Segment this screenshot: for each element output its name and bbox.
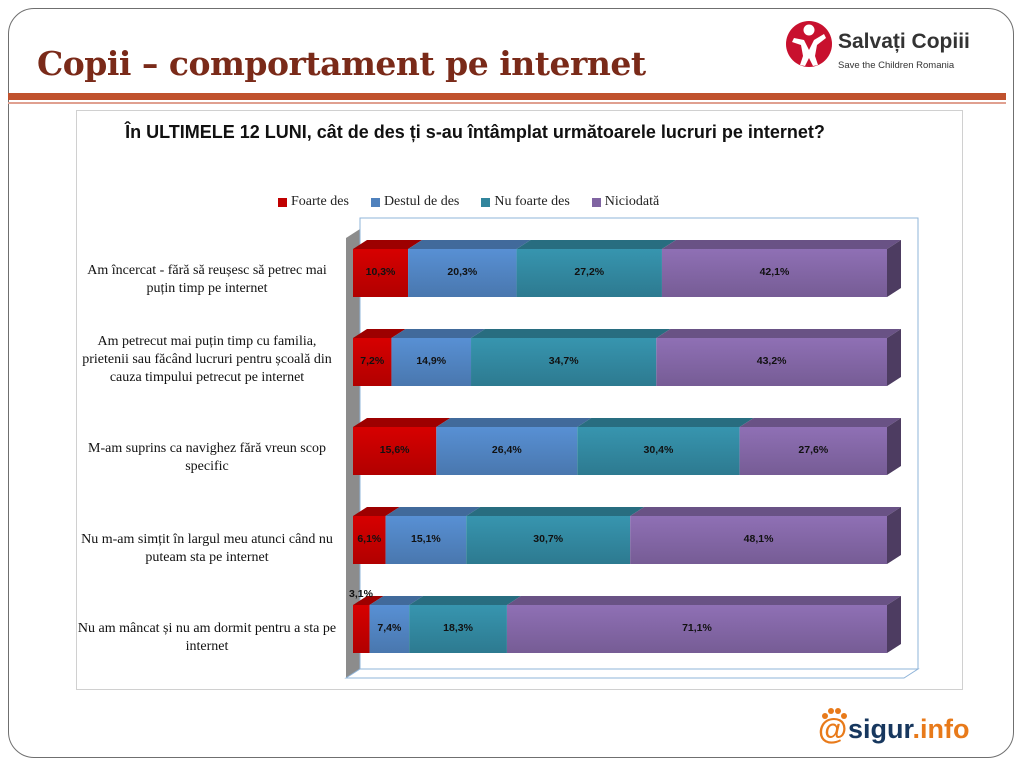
sigur-text-suffix: .info — [912, 714, 970, 744]
data-label: 48,1% — [743, 533, 774, 545]
bar-side — [887, 507, 901, 564]
bar-segment-top — [740, 418, 901, 427]
data-label: 15,6% — [379, 444, 410, 456]
data-label: 30,7% — [533, 533, 564, 545]
data-label: 27,2% — [574, 266, 605, 278]
category-label: Nu am mâncat și nu am dormit pentru a sta pe internet — [77, 621, 337, 654]
data-label: 20,3% — [447, 266, 478, 278]
sigur-info-text — [848, 714, 970, 745]
legend-label: Foarte des — [291, 194, 349, 209]
data-label: 7,2% — [360, 355, 385, 367]
bar-segment-top — [662, 240, 901, 249]
bar-segment-top — [466, 507, 644, 516]
data-label: 18,3% — [443, 622, 473, 634]
bar-segment-top — [409, 596, 521, 605]
plot-floor — [346, 669, 918, 678]
bar-segment-top — [507, 596, 901, 605]
bar-segment-top — [577, 418, 753, 427]
at-symbol: @ — [818, 713, 848, 746]
data-label: 30,4% — [643, 444, 674, 456]
legend-label: Nu foarte des — [494, 194, 570, 209]
bar-side — [887, 418, 901, 475]
bar-segment-top — [656, 329, 901, 338]
data-label: 27,6% — [798, 444, 829, 456]
data-label: 10,3% — [365, 266, 396, 278]
category-label: Nu m-am simțit în largul meu atunci când nu puteam sta pe internet — [81, 532, 333, 565]
data-label: 71,1% — [682, 622, 712, 634]
bar-segment-top — [630, 507, 901, 516]
legend-label: Niciodată — [604, 194, 660, 209]
bar-side — [887, 240, 901, 297]
data-label: 7,4% — [377, 622, 402, 634]
legend-label: Destul de des — [383, 194, 460, 209]
category-label: Am încercat - fără să reușesc să petrec mai puțin timp pe internet — [87, 263, 327, 296]
bar-segment-top — [517, 240, 676, 249]
bar-segment-top — [436, 418, 591, 427]
bar-segment-top — [386, 507, 481, 516]
bar-side — [887, 596, 901, 653]
bar-segment — [353, 605, 370, 653]
bar-segment-top — [471, 329, 670, 338]
sigur-text-main: sigur — [848, 714, 913, 744]
data-label: 34,7% — [548, 355, 579, 367]
slide-title: Copii – comportament pe internet — [37, 44, 646, 83]
salvati-copiii-name: Salvați Copiii — [838, 30, 970, 53]
category-label: Am petrecut mai puțin timp cu familia, prietenii sau făcând lucruri pentru școală din cauza timpului petrecut pe internet — [82, 334, 332, 385]
data-label: 43,2% — [756, 355, 787, 367]
bar-side — [887, 329, 901, 386]
chart-title: În ULTIMELE 12 LUNI, cât de des ți s-au întâmplat următoarele lucruri pe internet? — [125, 122, 825, 142]
category-label: M-am suprins ca navighez fără vreun scop specific — [88, 441, 326, 474]
sigur-info-logo — [818, 706, 998, 758]
data-label: 42,1% — [759, 266, 790, 278]
bar-segment-top — [391, 329, 485, 338]
data-label: 14,9% — [416, 355, 447, 367]
bar-segment-top — [353, 418, 450, 427]
data-label: 6,1% — [357, 533, 382, 545]
data-label: 26,4% — [491, 444, 522, 456]
bar-segment-top — [408, 240, 531, 249]
data-label: 15,1% — [411, 533, 441, 545]
data-label: 3,1% — [349, 588, 373, 600]
salvati-copiii-subtitle: Save the Children Romania — [838, 60, 955, 71]
